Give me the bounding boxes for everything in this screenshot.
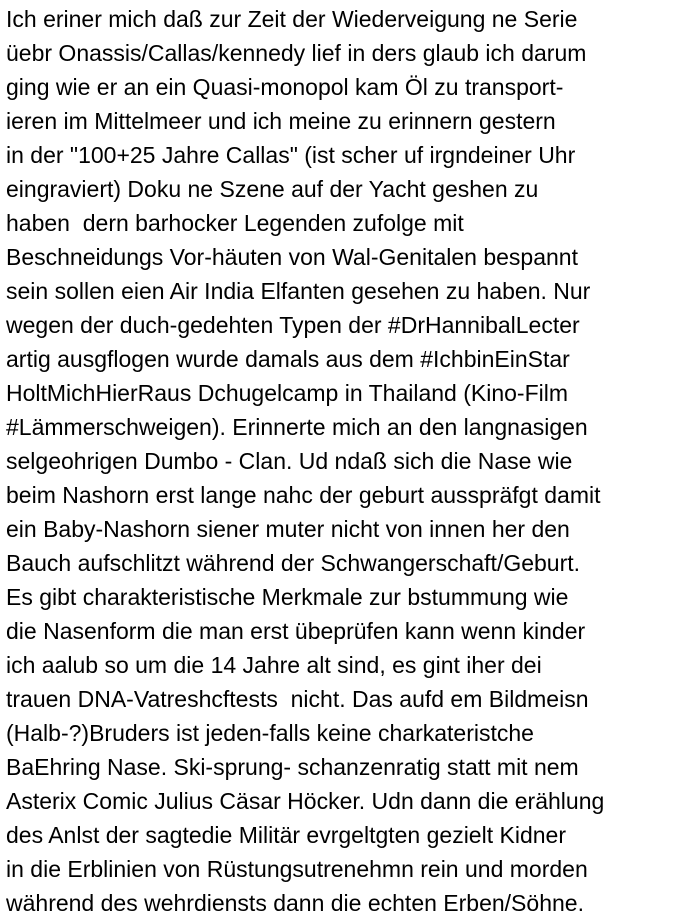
text-line-16: ein Baby-Nashorn siener muter nicht von innen her den — [6, 516, 570, 542]
text-line-6: eingraviert) Doku ne Szene auf der Yacht geshen zu — [6, 176, 539, 202]
document-body-text — [6, 2, 682, 920]
text-line-11: artig ausgflogen wurde damals aus dem #IchbinEinStar — [6, 346, 570, 372]
text-line-14: selgeohrigen Dumbo - Clan. Ud ndaß sich die Nase wie — [6, 448, 573, 474]
text-line-9: sein sollen eien Air India Elfanten gesehen zu haben. Nur — [6, 278, 591, 304]
text-line-10: wegen der duch-gedehten Typen der #DrHannibalLecter — [6, 312, 580, 338]
text-line-8: Beschneidungs Vor-häuten von Wal-Genitalen bespannt — [6, 244, 578, 270]
text-line-23: BaEhring Nase. Ski-sprung- schanzenratig statt mit nem — [6, 754, 579, 780]
text-line-24: Asterix Comic Julius Cäsar Höcker. Udn dann die erählung — [6, 788, 605, 814]
text-line-3: ging wie er an ein Quasi-monopol kam Öl zu transport- — [6, 74, 564, 100]
text-line-1: Ich eriner mich daß zur Zeit der Wiederveigung ne Serie — [6, 6, 578, 32]
text-line-21: trauen DNA-Vatreshcftests nicht. Das aufd em Bildmeisn — [6, 686, 589, 712]
text-line-5: in der "100+25 Jahre Callas" (ist scher uf irgndeiner Uhr — [6, 142, 576, 168]
text-line-15: beim Nashorn erst lange nahc der geburt ausspräfgt damit — [6, 482, 601, 508]
text-line-4: ieren im Mittelmeer und ich meine zu erinnern gestern — [6, 108, 556, 134]
text-line-13: #Lämmerschweigen). Erinnerte mich an den langnasigen — [6, 414, 588, 440]
text-line-22: (Halb-?)Bruders ist jeden-falls keine charkateristche — [6, 720, 534, 746]
text-line-18: Es gibt charakteristische Merkmale zur bstummung wie — [6, 584, 569, 610]
text-line-19: die Nasenform die man erst übeprüfen kann wenn kinder — [6, 618, 586, 644]
text-line-2: üebr Onassis/Callas/kennedy lief in ders glaub ich darum — [6, 40, 587, 66]
text-line-25: des Anlst der sagtedie Militär evrgeltgten gezielt Kidner — [6, 822, 566, 848]
text-line-26: in die Erblinien von Rüstungsutrenehmn rein und morden — [6, 856, 588, 882]
text-line-27: während des wehrdiensts dann die echten Erben/Söhne. — [6, 890, 584, 916]
text-line-17: Bauch aufschlitzt während der Schwangerschaft/Geburt. — [6, 550, 581, 576]
text-line-12: HoltMichHierRaus Dchugelcamp in Thailand (Kino-Film — [6, 380, 569, 406]
text-line-20: ich aalub so um die 14 Jahre alt sind, es gint iher dei — [6, 652, 542, 678]
text-line-7: haben dern barhocker Legenden zufolge mit — [6, 210, 464, 236]
